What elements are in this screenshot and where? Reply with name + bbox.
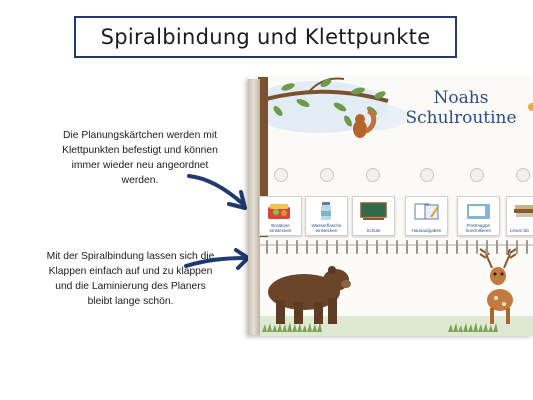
spiral-ring <box>486 240 488 254</box>
velcro-dot <box>420 168 434 182</box>
planner-title <box>396 88 526 128</box>
books-icon <box>512 201 533 221</box>
spiral-ring <box>436 240 438 254</box>
routine-card[interactable] <box>305 196 348 236</box>
routine-card[interactable] <box>506 196 533 236</box>
velcro-dot <box>320 168 334 182</box>
planner-animals <box>248 252 533 342</box>
spiral-ring <box>356 240 358 254</box>
heading-box <box>74 16 457 58</box>
arrow-velcro-icon <box>185 170 253 218</box>
velcro-dot <box>366 168 380 182</box>
planner-title-routine: Schulroutine <box>405 108 517 128</box>
spiral-ring <box>516 240 518 254</box>
spiral-ring <box>386 240 388 254</box>
spiral-ring <box>446 240 448 254</box>
card-label: Schule <box>366 228 381 233</box>
folder-icon <box>463 201 494 221</box>
velcro-dot <box>516 168 530 182</box>
routine-card[interactable] <box>405 196 448 236</box>
spiral-ring <box>466 240 468 254</box>
water-bottle-icon <box>311 201 342 221</box>
spiral-ring <box>346 240 348 254</box>
spiral-ring <box>306 240 308 254</box>
spiral-binding[interactable] <box>248 238 533 254</box>
velcro-dot <box>274 168 288 182</box>
card-label: Brotdose einstecken <box>269 223 292 233</box>
spiral-ring <box>316 240 318 254</box>
spiral-ring <box>496 240 498 254</box>
spiral-ring <box>336 240 338 254</box>
bear-icon <box>268 266 351 324</box>
spiral-ring <box>296 240 298 254</box>
caption-spiral: Mit der Spiralbindung lassen sich die Klappen einfach auf und zu klappen und die Laminierung des Planers bleibt lange schön. <box>46 251 215 307</box>
arrow-spiral-icon <box>182 246 254 276</box>
lunchbox-icon <box>265 201 296 221</box>
homework-icon <box>411 201 442 221</box>
card-label: Lesen üb <box>510 228 529 233</box>
velcro-dot <box>470 168 484 182</box>
spiral-ring <box>396 240 398 254</box>
spiral-ring <box>456 240 458 254</box>
routine-card[interactable] <box>259 196 302 236</box>
planner-title-name: Noahs <box>433 88 489 108</box>
heading-title: Spiralbindung und Klettpunkte <box>100 25 431 49</box>
school-board-icon <box>358 201 389 221</box>
deer-icon <box>480 254 516 324</box>
card-label: Hausaufgaben <box>411 228 442 233</box>
card-label: Postmappe kontrollieren <box>465 223 492 233</box>
spiral-ring <box>326 240 328 254</box>
routine-card[interactable] <box>457 196 500 236</box>
spiral-ring <box>366 240 368 254</box>
spiral-ring <box>506 240 508 254</box>
routine-card[interactable] <box>352 196 395 236</box>
caption-velcro: Die Planungskärtchen werden mit Klettpunkten befestigt und können immer wieder neu angeordnet werden. <box>62 130 218 186</box>
spiral-ring <box>276 240 278 254</box>
spiral-ring <box>426 240 428 254</box>
card-label: Wasserflasche einstecken <box>311 223 342 233</box>
spiral-ring <box>286 240 288 254</box>
spiral-ring <box>266 240 268 254</box>
spiral-ring <box>376 240 378 254</box>
spiral-ring <box>406 240 408 254</box>
spiral-ring <box>526 240 528 254</box>
spiral-ring <box>476 240 478 254</box>
spiral-ring <box>416 240 418 254</box>
